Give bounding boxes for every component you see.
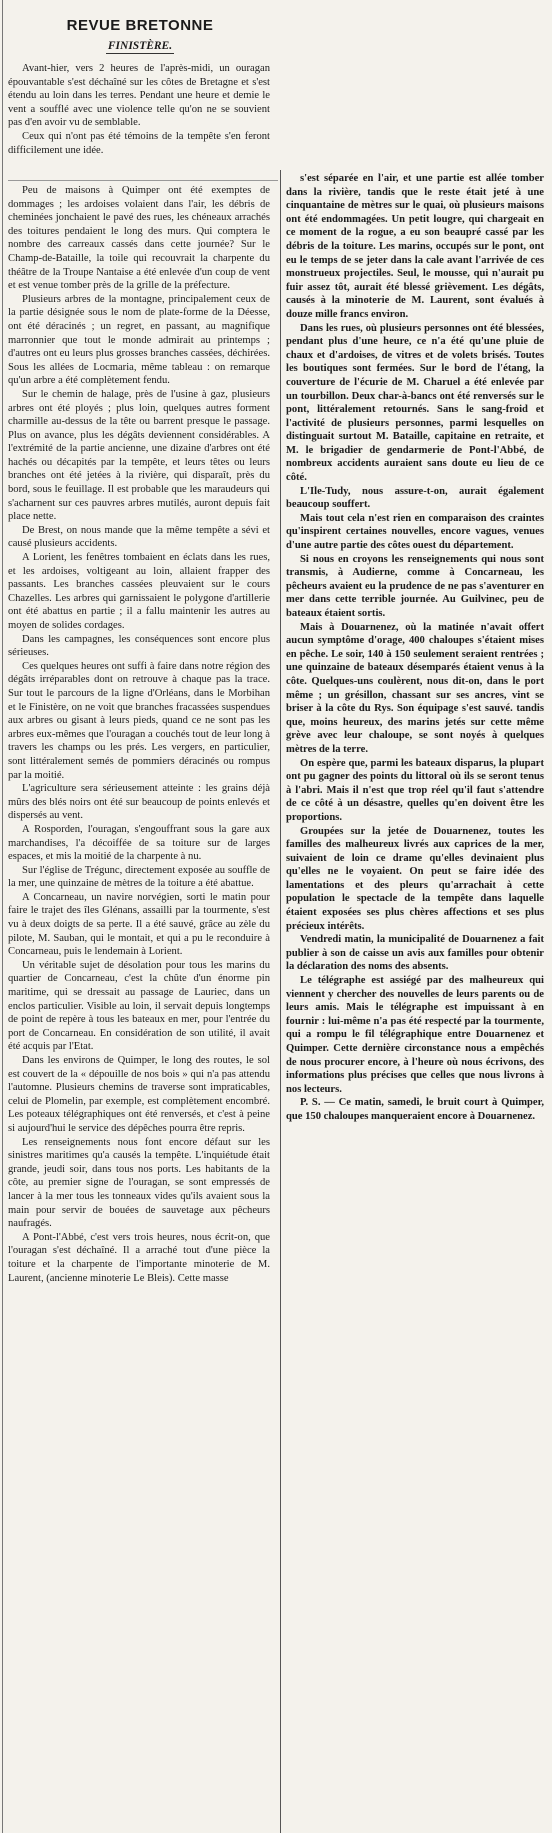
right-column <box>286 172 544 1124</box>
paragraph: On espère que, parmi les bateaux disparus, la plupart ont pu gagner des points du littoral où ils se seront tenus à l'abri. Mais il n'est que trop réel qu'il faut s'attendre de ce côté à un désastre, quelles qu'en doivent être les proportions. <box>286 757 544 823</box>
paragraph: Vendredi matin, la municipalité de Douarnenez a fait publier à son de caisse un avis aux familles pour obtenir la déclaration des noms des absents. <box>286 934 544 973</box>
paragraph: A Pont-l'Abbé, c'est vers trois heures, nous écrit-on, que l'ouragan s'est déchaîné. Il a arraché tout d'une pièce la toiture et la charpente de l'importante minoterie de M. Laurent, (ancienne minoterie Le Bleis). Cette masse <box>8 1231 270 1284</box>
paragraph: Dans les environs de Quimper, le long des routes, le sol est couvert de la « dépouille de nos bois » qui n'a pas attendu l'automne. Plusieurs chemins de traverse sont impraticables, celui de Plomelin, par exemple, est complètement encombré. Les poteaux télégraphiques ont été renversés, et c'est à peine si aujourd'hui le service des dépêches pourra être repris. <box>8 1055 270 1134</box>
paragraph: Dans les campagnes, les conséquences sont encore plus sérieuses. <box>8 633 270 659</box>
paragraph: Si nous en croyons les renseignements qui nous sont transmis, à Audierne, comme à Concarneau, les pêcheurs avaient eu la prudence de ne pas s'aventurer en mer dans cette terrible journée. Au Guilvinec, peu de bateaux étaient sortis. <box>286 553 544 619</box>
paragraph: Dans les rues, où plusieurs personnes ont été blessées, pendant plus d'une heure, ce n'a été qu'une pluie de chaux et d'ardoises, de vitres et de volets brisés. Toutes les boutiques sont fermées. Sur le bord de l'étang, la couverture de l'écurie de M. Charuel a été enlevée par un tourbillon. Deux char-à-bancs ont été renversés sur le pont, littéralement retournés. Sans le sang-froid et l'activité de plusieurs personnes, parmi lesquelles on distinguait surtout M. Bataille, capitaine en retraite, et M. le brigadier de gendarmerie de Pont-l'Abbé, de nombreux accidents auraient sans doute eu lieu de ce côté. <box>286 322 544 484</box>
left-column-top <box>8 62 270 157</box>
article-header <box>6 0 274 54</box>
paragraph: Avant-hier, vers 2 heures de l'après-midi, un ouragan épouvantable s'est déchaîné sur les côtes de Bretagne et s'est étendu au loin dans les terres. Pendant une heure et demie le vent a soufflé avec une violence telle qu'on ne se souvient pas d'en avoir vu de semblable. <box>8 63 270 129</box>
section-subtitle <box>6 39 274 54</box>
paragraph: Les renseignements nous font encore défaut sur les sinistres maritimes qu'a causés la tempête. L'inquiétude était grande, jeudi soir, dans tous nos ports. Les habitants de la côte, au premier signe de l'ouragan, se sont empressés de lancer à la mer tous les tonneaux vides qu'ils avaient sous la main pour servir de bouées de sauvetage aux pêcheurs naufragés. <box>8 1136 270 1230</box>
paragraph: Mais à Douarnenez, où la matinée n'avait offert aucun symptôme d'orage, 400 chaloupes s'étaient mises en pêche. Le soir, 140 à 150 seulement seraient rentrées ; une quinzaine de bateaux désemparés étaient venus à la côte. Quelques-uns coulèrent, nous dit-on, dans le port même ; un grésillon, chassant sur ses ancres, vint se briser à la côte du Rys. Son équipage s'est sauvé. tandis que, moins heureux, des marins jetés sur cette même grève avec leur chaloupe, se sont noyés à quelques mètres de la terre. <box>286 621 544 755</box>
column-divider <box>280 170 281 1833</box>
paragraph: De Brest, on nous mande que la même tempête a sévi et causé plusieurs accidents. <box>8 524 270 550</box>
paragraph: Ceux qui n'ont pas été témoins de la tempête s'en feront difficilement une idée. <box>8 130 270 156</box>
left-column <box>8 184 270 1285</box>
paragraph: Mais tout cela n'est rien en comparaison des craintes qu'inspirent certaines nouvelles, encore vagues, venues d'une autre partie des côtes ouest du département. <box>286 512 544 552</box>
paragraph: Peu de maisons à Quimper ont été exemptes de dommages ; les ardoises volaient dans l'air, les débris de cheminées jonchaient le pavé des rues, les chéneaux arrachés des toitures pendaient le long des murs. Qui comptera le nombre des carreaux cassés dans cette journée? Sur le Champ-de-Bataille, la toile qui recouvrait la charpente du théâtre de la Troupe Nantaise a été enlevée d'un coup de vent et est venue tomber près de la grille de la préfecture. <box>8 185 270 292</box>
section-separator <box>8 180 278 181</box>
paragraph: Ces quelques heures ont suffi à faire dans notre région des dégâts irréparables dont on retrouve à chaque pas la trace. Sur tout le parcours de la ligne d'Orléans, dans le Morbihan et le Finistère, on ne voit que branches fracassées suspendues aux arbres ou gisant à leurs pieds, quand ce ne sont pas les arbres eux-mêmes que l'ouragan a couchés tout de leur long à travers les champs ou les prés. Les vergers, en particulier, sont littéralement semés de pommiers déracinés ou rompus par la moitié. <box>8 660 270 781</box>
paragraph: A Concarneau, un navire norvégien, sorti le matin pour faire le trajet des îles Glénans, assailli par la tourmente, s'est vu à deux doigts de sa perte. Il a été sauvé, grâce au zèle du pilote, M. Sauban, qui le montait, et qui a pu le reconduire à Concarneau, puis le lendemain à Lorient. <box>8 891 270 958</box>
paragraph: A Rosporden, l'ouragan, s'engouffrant sous la gare aux marchandises, l'a décoiffée de sa toiture sur de larges espaces, et mis la moitié de la charpente à nu. <box>8 823 270 863</box>
paragraph: Un véritable sujet de désolation pour tous les marins du quartier de Concarneau, c'est la chûte d'un énorme pin maritime, qui se dressait au passage de Lauriec, dans un enclos particulier. Visible au loin, il servait depuis longtemps de point de repère à tous les bateaux en mer, pour l'entrée du port de Concarneau. En considération de son utilité, il avait été acquis par l'Etat. <box>8 959 270 1053</box>
paragraph: Le télégraphe est assiégé par des malheureux qui viennent y chercher des nouvelles de leurs parents ou de leurs amis. Mais le télégraphe est impuissant à en fournir : lui-même n'a pas été respecté par la tourmente, qui a rompu le fil télégraphique entre Douarnenez et Quimper. Cette dernière circonstance nous a empêchés de nous procurer encore, à l'heure où nous écrivons, des informations plus précises que celles que nous livrons à nos lecteurs. <box>286 975 544 1095</box>
paragraph: P. S. — Ce matin, samedi, le bruit court à Quimper, que 150 chaloupes manqueraient encore à Douarnenez. <box>286 1097 544 1122</box>
paragraph: Sur l'église de Trégunc, directement exposée au souffle de la mer, une quinzaine de mètres de la toiture a été abattue. <box>8 864 270 890</box>
left-margin-rule <box>2 0 3 1833</box>
paragraph: L'agriculture sera sérieusement atteinte : les grains déjà mûrs des blés noirs ont été sur beaucoup de points enlevés et dispersés au vent. <box>8 783 270 822</box>
paragraph: Plusieurs arbres de la montagne, principalement ceux de la partie désignée sous le nom de plate-forme de la Déesse, ont été déracinés ; un regret, en passant, au magnifique marronnier que tout le monde admirait au printemps ; d'autres ont eu leurs plus grosses branches cassées, déchirées. Sous les allées de Locmaria, même tableau : on remarque qu'un arbre a été complètement fendu. <box>8 293 270 387</box>
paragraph: L'Ile-Tudy, nous assure-t-on, aurait également beaucoup souffert. <box>286 485 544 511</box>
section-subtitle-text: FINISTÈRE. <box>107 40 173 52</box>
page-title: REVUE BRETONNE <box>66 17 214 34</box>
paragraph: Groupées sur la jetée de Douarnenez, toutes les familles des malheureux livrés aux caprices de la mer, suivaient de loin ce drame qu'elles devinaient plus qu'elles ne le voyaient. On peut se faire idée des lamentations et des pleurs qu'arrachait à cette population le spectacle de la tempête dans laquelle étaient exposées ses plus chères affections et ses plus précieux intérêts. <box>286 825 544 932</box>
paragraph: Sur le chemin de halage, près de l'usine à gaz, plusieurs arbres ont été ployés ; plus loin, quelques autres forment charmille au-dessus de la tête ou barrent presque le passage. Plus on avance, plus les dégâts deviennent considérables. A l'extrémité de la partie ancienne, une dizaine d'arbres ont été hachés ou décapités par la tempête, et leurs têtes ou leurs branches ont été jetées à la rivière, qui disparaît, près du bord, sous le feuillage. Il est probable que les maraudeurs qui s'acharnent sur ces pauvres arbres mutilés, auront depuis fait place nette. <box>8 388 270 523</box>
paragraph: A Lorient, les fenêtres tombaient en éclats dans les rues, et les ardoises, voltigeant au loin, allaient frapper des passants. Les branches cassées pleuvaient sur le cours Chazelles. Les arbres qui garnissaient le polygone d'artillerie ont été abattus en partie ; il a fallu maintenir les autres au moyen de solides cordages. <box>8 552 270 631</box>
paragraph: s'est séparée en l'air, et une partie est allée tomber dans la rivière, tandis que le reste était jeté à une cinquantaine de mètres sur le quai, où plusieurs maisons ont été endommagées. Un petit lougre, qui chargeait en ce moment de la rogue, a eu son beaupré cassé par les débris de la toiture. Les marins, occupés sur le pont, ont eu le temps de se jeter dans la cale avant l'arrivée de ces monstrueux projectiles. Seul, le mousse, qui n'aurait pu fuir assez tôt, aurait été blessé grièvement. Les dégâts, causés à la minoterie de M. Laurent, sont évalués à douze mille francs environ. <box>286 173 544 320</box>
